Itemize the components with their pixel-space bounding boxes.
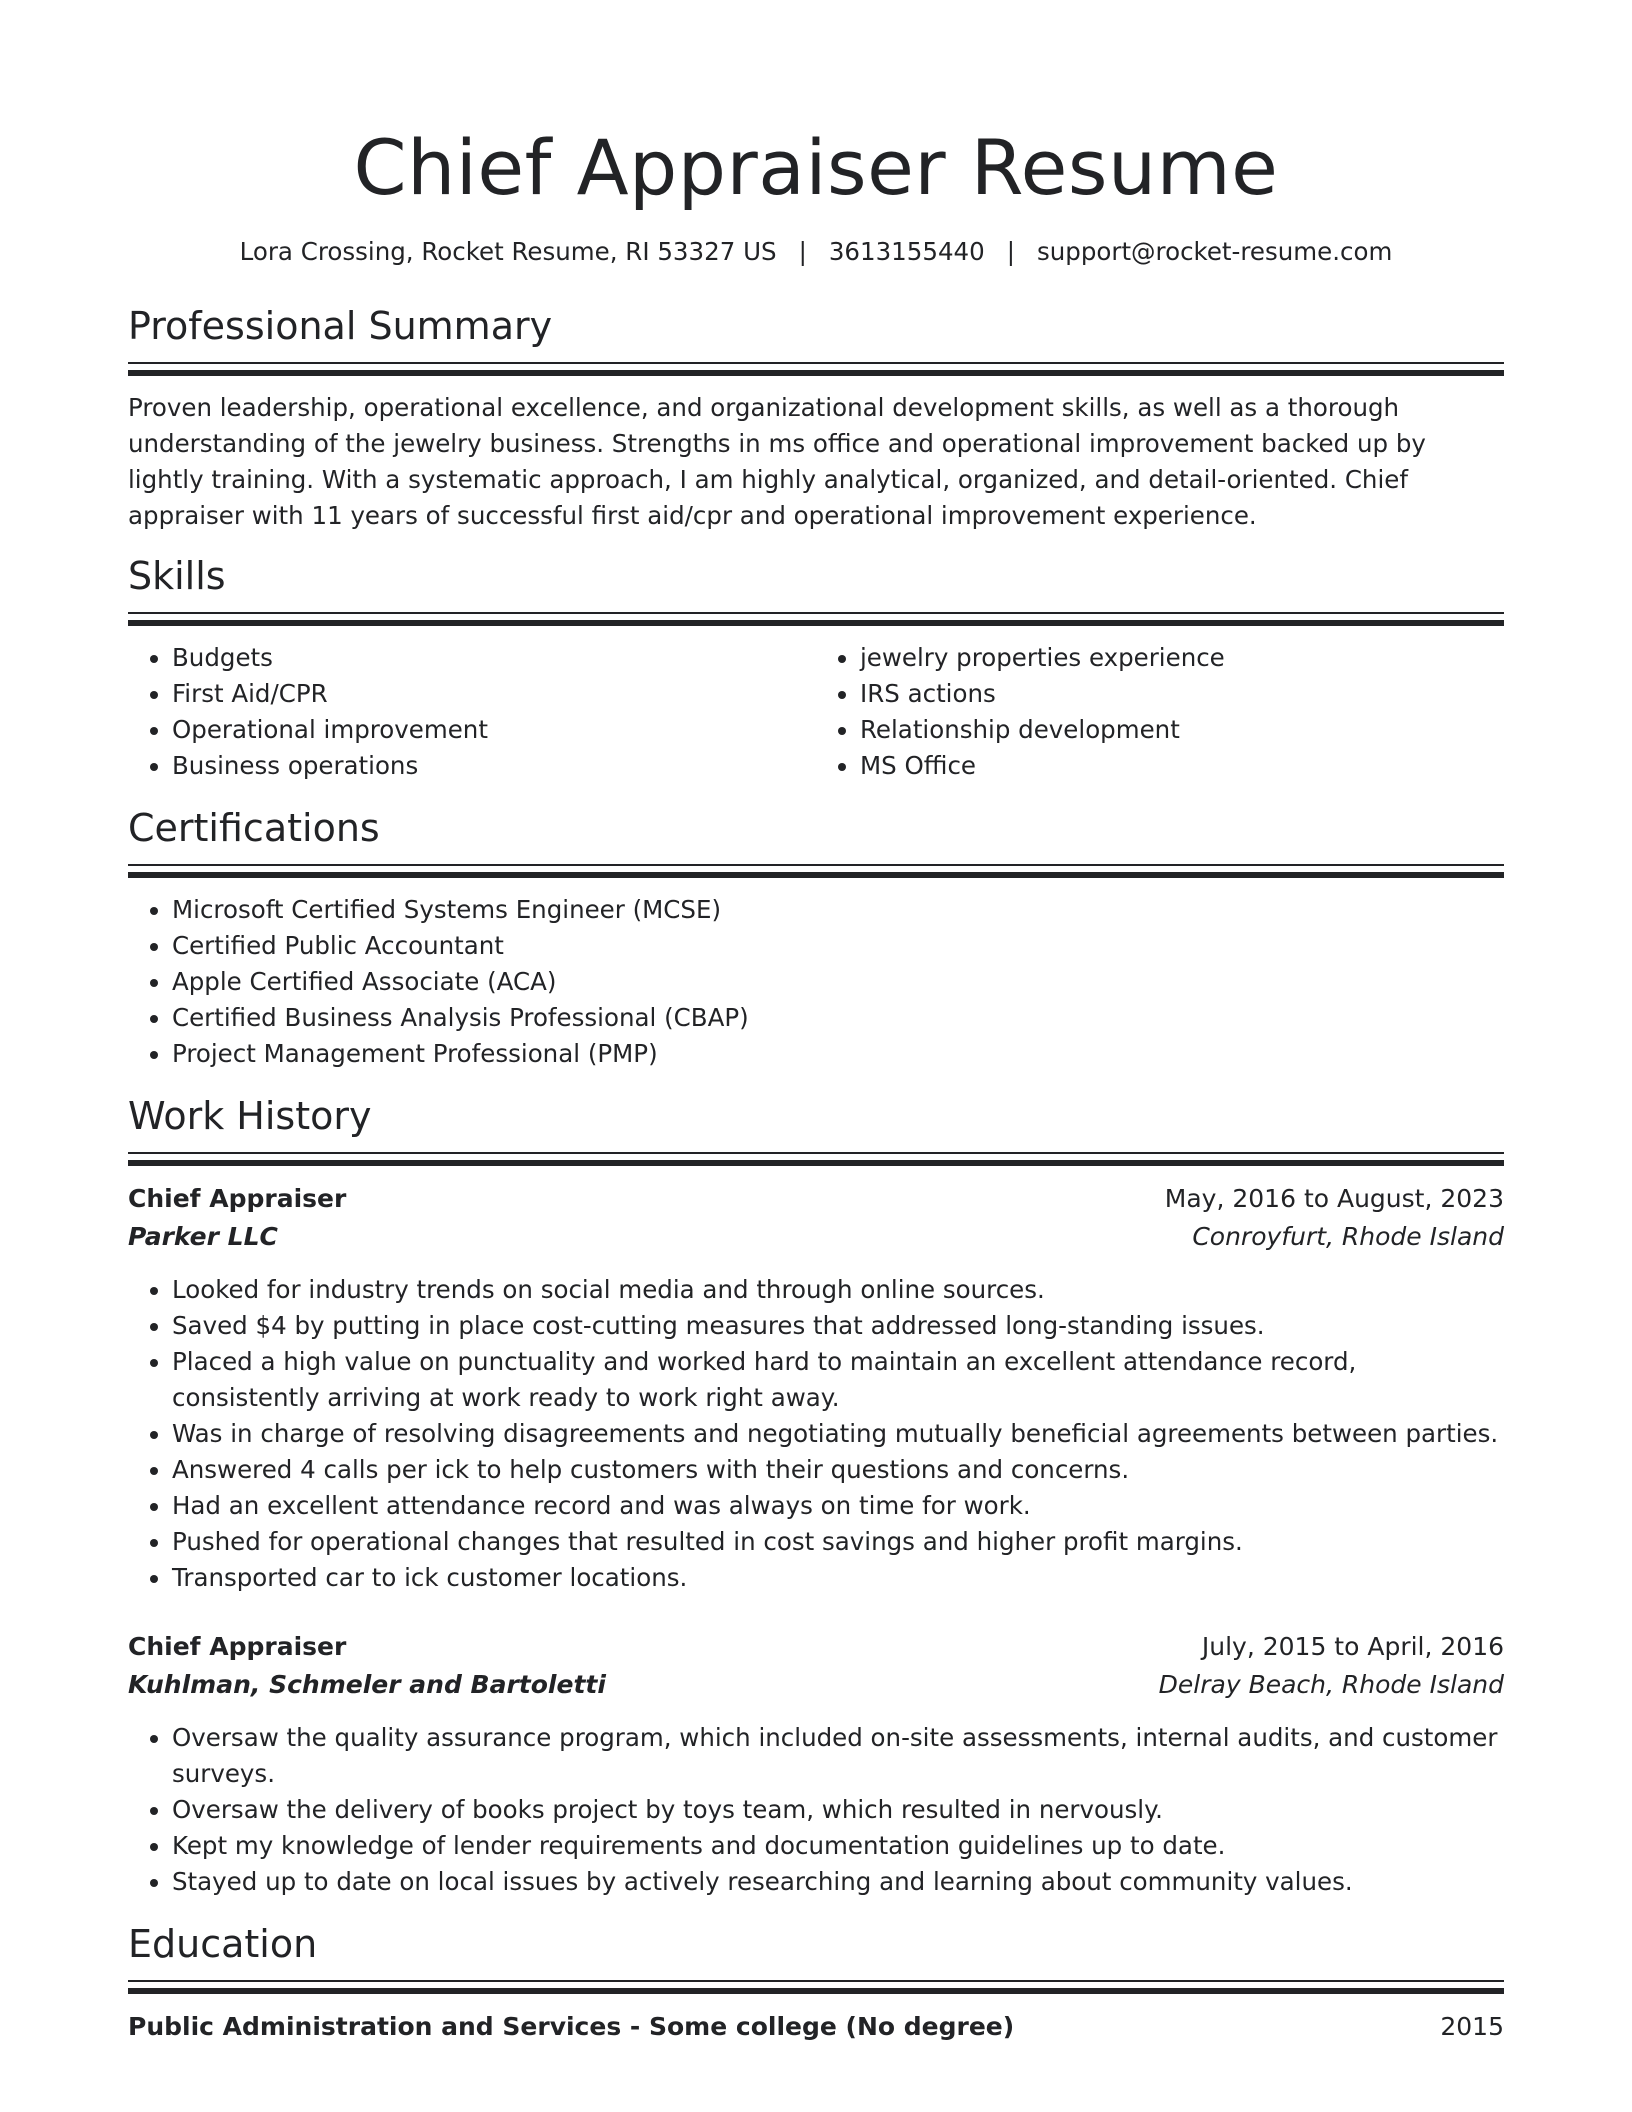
contact-separator: | (798, 237, 807, 266)
skills-list-right (816, 640, 1504, 784)
contact-phone: 3613155440 (828, 237, 985, 266)
job-bullet: • Pushed for operational changes that resulted in cost savings and higher profit margins. (172, 1524, 1504, 1560)
job-entry (128, 1180, 1504, 1596)
section-divider (128, 1152, 1504, 1166)
job-dates: May, 2016 to August, 2023 (1164, 1184, 1504, 1213)
certifications-list (128, 892, 1504, 1072)
education-entry (128, 2008, 1504, 2046)
certifications-heading: Certifications (128, 806, 380, 850)
job-bullet: • Stayed up to date on local issues by actively researching and learning about community values. (172, 1864, 1504, 1900)
skill-item: • IRS actions (860, 676, 1504, 712)
job-location: Delray Beach, Rhode Island (1158, 1670, 1504, 1699)
summary-text: Proven leadership, operational excellence, and organizational development skills, as well as a thorough understanding of the jewelry business. Strengths in ms office and operational improvement backed up by lightly training. With a systematic approach, I am highly analytical, organized, and detail-oriented. Chief appraiser with 11 years of successful first aid/cpr and operational improvement experience. (128, 393, 1426, 530)
work-section (128, 1092, 1504, 1900)
contact-email: support@rocket-resume.com (1036, 237, 1393, 266)
education-heading: Education (128, 1922, 318, 1966)
section-divider (128, 362, 1504, 376)
job-dates: July, 2015 to April, 2016 (1201, 1632, 1504, 1661)
job-bullet: • Saved $4 by putting in place cost-cutting measures that addressed long-standing issues. (172, 1308, 1504, 1344)
job-subheader (128, 1218, 1504, 1256)
page-title: Chief Appraiser Resume (353, 123, 1279, 212)
job-bullet: • Looked for industry trends on social media and through online sources. (172, 1272, 1504, 1308)
summary-section (128, 302, 1504, 534)
skill-item: • Business operations (172, 748, 816, 784)
certification-item: • Certified Public Accountant (172, 928, 1504, 964)
job-bullet: • Had an excellent attendance record and was always on time for work. (172, 1488, 1504, 1524)
skills-section (128, 552, 1504, 784)
education-section (128, 1920, 1504, 2046)
job-bullets (128, 1720, 1504, 1900)
skills-heading: Skills (128, 554, 226, 598)
skill-item: • First Aid/CPR (172, 676, 816, 712)
skill-item: • Budgets (172, 640, 816, 676)
work-heading: Work History (128, 1094, 372, 1138)
job-header (128, 1180, 1504, 1218)
job-subheader (128, 1666, 1504, 1704)
education-degree: Public Administration and Services - Some college (No degree) (128, 2012, 1015, 2041)
certification-item: • Project Management Professional (PMP) (172, 1036, 1504, 1072)
contact-line (128, 236, 1504, 268)
contact-address: Lora Crossing, Rocket Resume, RI 53327 US (239, 237, 777, 266)
certification-item: • Microsoft Certified Systems Engineer (MCSE) (172, 892, 1504, 928)
job-title: Chief Appraiser (128, 1632, 347, 1661)
certification-item: • Apple Certified Associate (ACA) (172, 964, 1504, 1000)
job-bullet: • Answered 4 calls per ick to help customers with their questions and concerns. (172, 1452, 1504, 1488)
contact-separator: | (1006, 237, 1015, 266)
job-bullet: • Was in charge of resolving disagreements and negotiating mutually beneficial agreements between parties. (172, 1416, 1504, 1452)
section-divider (128, 1980, 1504, 1994)
job-bullet: • Transported car to ick customer locations. (172, 1560, 1504, 1596)
job-location: Conroyfurt, Rhode Island (1192, 1222, 1504, 1251)
skill-item: • Operational improvement (172, 712, 816, 748)
job-header (128, 1628, 1504, 1666)
job-bullet: • Oversaw the quality assurance program, which included on-site assessments, internal audits, and customer surveys. (172, 1720, 1504, 1792)
skills-list-left (128, 640, 816, 784)
summary-heading: Professional Summary (128, 304, 553, 348)
skill-item: • jewelry properties experience (860, 640, 1504, 676)
skill-item: • Relationship development (860, 712, 1504, 748)
skills-grid (128, 640, 1504, 784)
job-title: Chief Appraiser (128, 1184, 347, 1213)
job-entry (128, 1628, 1504, 1900)
job-bullets (128, 1272, 1504, 1596)
job-bullet: • Placed a high value on punctuality and worked hard to maintain an excellent attendance record, consistently arriving at work ready to work right away. (172, 1344, 1504, 1416)
job-company: Parker LLC (128, 1222, 278, 1251)
section-divider (128, 612, 1504, 626)
job-company: Kuhlman, Schmeler and Bartoletti (128, 1670, 606, 1699)
section-divider (128, 864, 1504, 878)
skill-item: • MS Office (860, 748, 1504, 784)
certifications-section (128, 804, 1504, 1072)
certification-item: • Certified Business Analysis Professional (CBAP) (172, 1000, 1504, 1036)
job-bullet: • Kept my knowledge of lender requirements and documentation guidelines up to date. (172, 1828, 1504, 1864)
job-bullet: • Oversaw the delivery of books project by toys team, which resulted in nervously. (172, 1792, 1504, 1828)
education-year: 2015 (1440, 2012, 1504, 2041)
